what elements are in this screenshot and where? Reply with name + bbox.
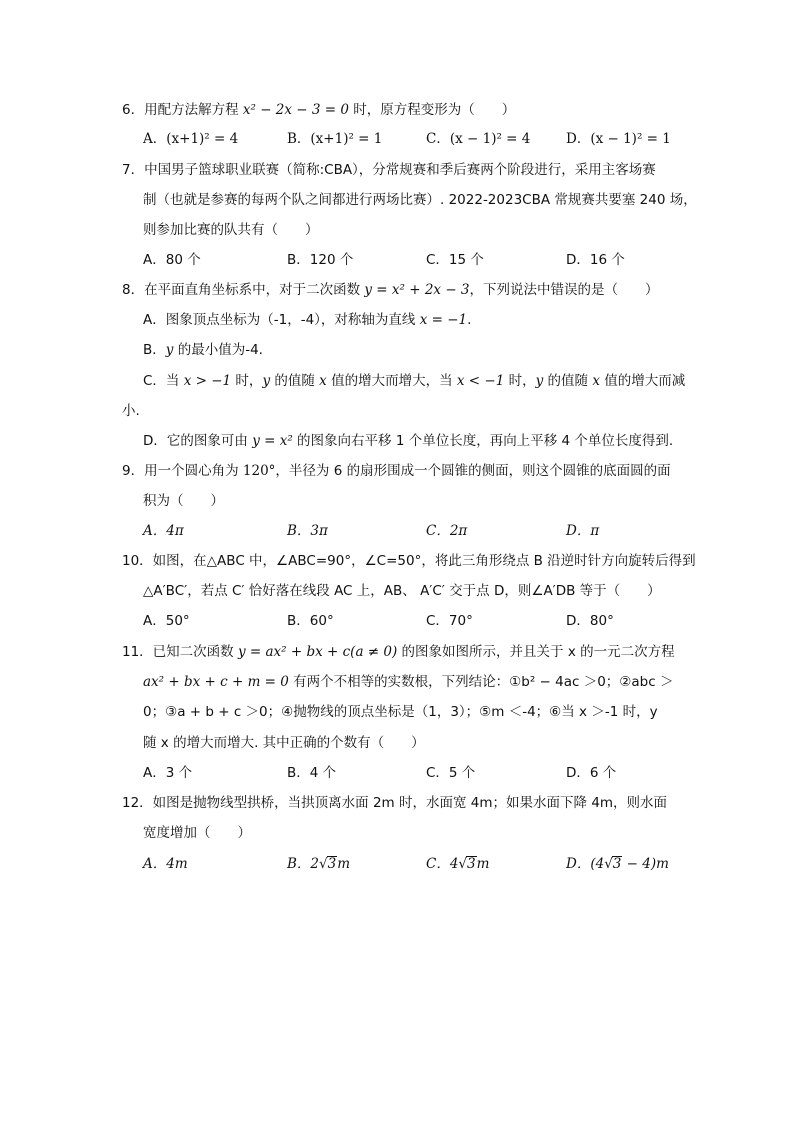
question-10-line-2: △A′BC′，若点 C′ 恰好落在线段 AC 上，AB、 A′C′ 交于点 D，则∠A′DB 等于（ ） xyxy=(143,583,661,599)
q8-option-a[interactable] xyxy=(143,311,471,329)
q12-c-radicand: 3 xyxy=(467,856,476,872)
q11-equation-2: ax² + bx + c + m = 0 xyxy=(143,674,289,690)
q10-option-b[interactable]: B．60° xyxy=(287,613,334,629)
q8-option-b[interactable] xyxy=(143,341,263,359)
q8-equation: y = x² + 2x − 3 xyxy=(364,282,470,298)
question-9-line-2: 积为（ ） xyxy=(143,493,224,509)
q9-option-a[interactable]: A．4π xyxy=(143,523,184,539)
question-7-line-1: 7．中国男子篮球职业联赛（简称:CBA），分常规赛和季后赛两个阶段进行，采用主客场赛 xyxy=(122,162,656,178)
q11-option-a[interactable]: A．3 个 xyxy=(143,765,193,781)
q7-option-c[interactable]: C．15 个 xyxy=(426,252,484,268)
question-9-line-1 xyxy=(122,462,671,480)
q6-option-b[interactable]: B．(x+1)² = 1 xyxy=(287,131,383,147)
q12-b-post: m xyxy=(337,856,351,872)
q6-option-d[interactable]: D．(x − 1)² = 1 xyxy=(566,131,671,147)
q12-option-c[interactable] xyxy=(426,855,489,873)
q8-c-post: 值的增大而减 xyxy=(599,373,686,389)
q8-c-mid4: 时， xyxy=(504,373,536,389)
q11-equation: y = ax² + bx + c(a ≠ 0) xyxy=(237,644,398,660)
q11-text-post: 的图象如图所示，并且关于 x 的一元二次方程 xyxy=(397,644,675,660)
q8-text-pre: 8．在平面直角坐标系中，对于二次函数 xyxy=(122,282,365,298)
q8-b-pre: B． xyxy=(143,342,166,358)
question-10-line-1: 10．如图，在△ABC 中，∠ABC=90°，∠C=50°，将此三角形绕点 B 沿逆时针方向旋转后得到 xyxy=(122,553,696,569)
q8-a-pre: A．图象顶点坐标为（-1，-4），对称轴为直线 xyxy=(143,312,420,328)
q8-c-eq2: x < −1 xyxy=(456,373,505,389)
q11-option-c[interactable]: C．5 个 xyxy=(426,765,476,781)
q6-equation: x² − 2x − 3 = 0 xyxy=(242,102,349,118)
q12-b-radicand: 3 xyxy=(327,856,337,872)
q12-d-radicand: 3 xyxy=(612,856,622,872)
q12-d-pre: D．(4 xyxy=(566,856,605,872)
q9-text-post: ，半径为 6 的扇形围成一个圆锥的侧面，则这个圆锥的底面圆的面 xyxy=(275,463,671,479)
q10-option-d[interactable]: D．80° xyxy=(566,613,614,629)
q6-text-post: 时，原方程变形为（ ） xyxy=(348,102,516,118)
question-11-line-4: 随 x 的增大而增大. 其中正确的个数有（ ） xyxy=(143,735,425,751)
sqrt-icon: √ xyxy=(458,856,468,872)
question-8-stem xyxy=(122,281,659,299)
q8-option-c-cont: 小. xyxy=(122,403,140,419)
q12-c-pre: C．4 xyxy=(426,856,459,872)
q12-option-d[interactable] xyxy=(566,855,669,873)
q9-option-c[interactable]: C．2π xyxy=(426,523,468,539)
q8-c-v1: y xyxy=(262,373,271,389)
q8-c-pre: C．当 xyxy=(143,373,184,389)
q6-option-c[interactable]: C．(x − 1)² = 4 xyxy=(426,131,531,147)
q11-text-pre: 11．已知二次函数 xyxy=(122,644,238,660)
q6-text-pre: 6．用配方法解方程 xyxy=(122,102,243,118)
q9-option-b[interactable]: B．3π xyxy=(287,523,328,539)
q8-d-pre: D．它的图象可由 xyxy=(143,433,253,449)
question-11-line-2 xyxy=(143,673,673,691)
q10-option-c[interactable]: C．70° xyxy=(426,613,473,629)
sqrt-icon: √ xyxy=(604,856,613,872)
q8-c-mid5: 的值随 xyxy=(543,373,593,389)
question-12-line-1: 12．如图是抛物线型拱桥，当拱顶离水面 2m 时，水面宽 4m；如果水面下降 4m，则水面 xyxy=(122,795,668,811)
q11-line-2-text: 有两个不相等的实数根，下列结论：①b² − 4ac ＞0；②abc ＞ xyxy=(288,674,674,690)
q12-b-pre: B．2 xyxy=(287,856,320,872)
q8-option-c[interactable] xyxy=(143,372,685,390)
q8-c-eq1: x > −1 xyxy=(183,373,232,389)
q8-d-post: 的图象向右平移 1 个单位长度，再向上平移 4 个单位长度得到. xyxy=(292,433,674,449)
sqrt-icon: √ xyxy=(319,856,328,872)
q8-c-v2: x xyxy=(319,373,327,389)
q8-c-mid3: 值的增大而增大，当 xyxy=(326,373,457,389)
q8-c-mid1: 时， xyxy=(231,373,263,389)
q8-text-post: ，下列说法中错误的是（ ） xyxy=(469,282,659,298)
question-7-line-2: 制（也就是参赛的每两个队之间都进行两场比赛）. 2022-2023CBA 常规赛共要塞 240 场， xyxy=(143,192,697,208)
q12-d-post: − 4)m xyxy=(622,856,669,872)
question-7-line-3: 则参加比赛的队共有（ ） xyxy=(143,222,319,238)
q12-c-post: m xyxy=(476,856,490,872)
q8-b-post: 的最小值为-4. xyxy=(173,342,263,358)
question-12-line-2: 宽度增加（ ） xyxy=(143,825,251,841)
q8-d-equation: y = x² xyxy=(252,433,293,449)
question-6-stem xyxy=(122,101,515,119)
q12-option-a[interactable]: A．4m xyxy=(143,856,188,872)
q8-c-mid2: 的值随 xyxy=(270,373,320,389)
q11-option-b[interactable]: B．4 个 xyxy=(287,765,337,781)
q7-option-d[interactable]: D．16 个 xyxy=(566,252,625,268)
q8-option-d[interactable] xyxy=(143,432,673,450)
q8-b-var: y xyxy=(165,342,174,358)
q8-a-post: . xyxy=(467,312,472,328)
q9-text-pre: 9．用一个圆心角为 xyxy=(122,463,243,479)
q7-option-a[interactable]: A．80 个 xyxy=(143,252,201,268)
q8-a-equation: x = −1 xyxy=(419,312,468,328)
question-11-line-3: 0；③a + b + c ＞0；④抛物线的顶点坐标是（1，3）；⑤m ＜-4；⑥当 x ＞-1 时，y xyxy=(143,704,658,720)
q9-angle: 120° xyxy=(242,463,276,479)
q8-c-v3: y xyxy=(535,373,544,389)
q9-option-d[interactable]: D．π xyxy=(566,523,600,539)
q7-option-b[interactable]: B．120 个 xyxy=(287,252,354,268)
q12-option-b[interactable] xyxy=(287,855,350,873)
q11-option-d[interactable]: D．6 个 xyxy=(566,765,617,781)
q8-c-v4: x xyxy=(592,373,600,389)
question-11-line-1 xyxy=(122,643,675,661)
q10-option-a[interactable]: A．50° xyxy=(143,613,190,629)
q6-option-a[interactable]: A．(x+1)² = 4 xyxy=(143,131,239,147)
